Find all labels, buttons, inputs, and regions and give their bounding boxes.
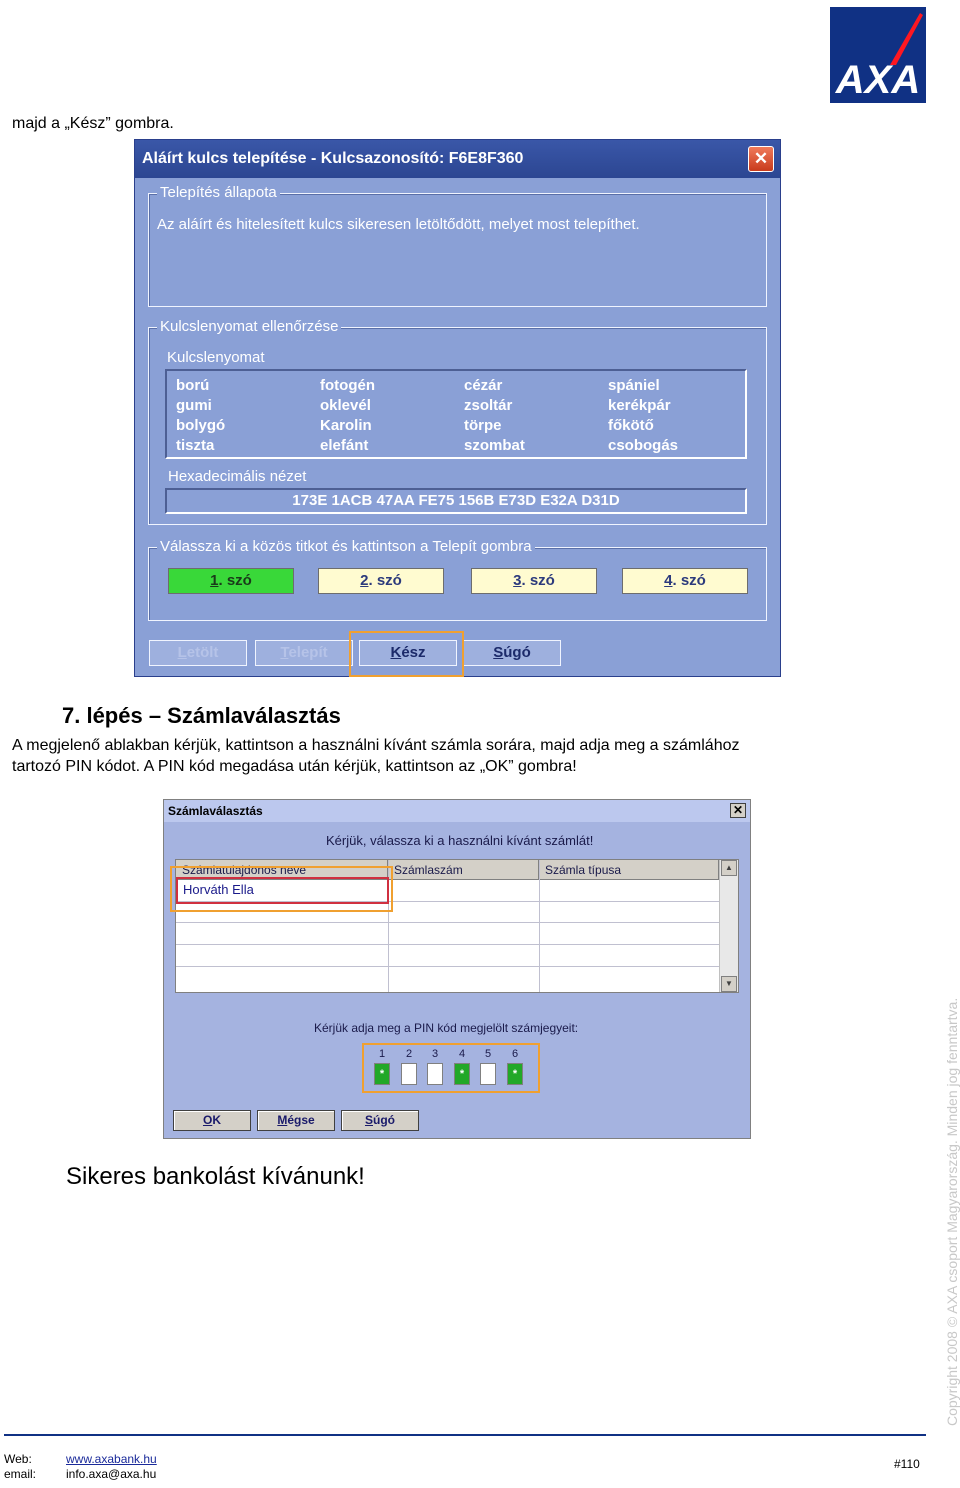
step-heading: 7. lépés – Számlaválasztás: [62, 703, 341, 728]
install-key-dialog: [134, 139, 781, 677]
highlight-frame: [362, 1043, 540, 1093]
accel-key: M: [277, 1113, 288, 1127]
word: zsoltár: [464, 397, 513, 414]
axa-logo: [830, 7, 926, 103]
cancel-button[interactable]: [257, 1110, 335, 1131]
button-label: ész: [401, 644, 426, 661]
status-message: Az aláírt és hitelesített kulcs sikeresen letöltődött, melyet most telepíthet.: [157, 216, 640, 233]
word: gumi: [176, 397, 212, 414]
email-label: email:: [4, 1467, 37, 1481]
logo-text: AXA: [835, 58, 921, 102]
row-divider: [176, 922, 719, 923]
pin-input[interactable]: *: [374, 1063, 390, 1085]
word-1-button[interactable]: [168, 568, 294, 594]
pin-input[interactable]: *: [507, 1063, 523, 1085]
web-link[interactable]: www.axabank.hu: [66, 1452, 157, 1466]
ok-button[interactable]: [173, 1110, 251, 1131]
group-label: Telepítés állapota: [157, 184, 280, 202]
scroll-up-icon[interactable]: ▲: [721, 860, 737, 876]
pin-input[interactable]: *: [454, 1063, 470, 1085]
closing-message: Sikeres bankolást kívánunk!: [66, 1163, 365, 1190]
group-label: Válassza ki a közös titkot és kattintson a Telepít gombra: [157, 538, 535, 556]
accel-key: 3: [513, 572, 522, 589]
dialog-title: Számlaválasztás: [164, 800, 750, 822]
pin-position: 5: [484, 1048, 492, 1060]
word: ború: [176, 377, 210, 394]
column-header[interactable]: Számlatulajdonos neve: [176, 860, 388, 880]
word: tiszta: [176, 437, 215, 454]
accel-key: T: [280, 644, 289, 661]
word: kerékpár: [608, 397, 671, 414]
instruction-line-1: A megjelenő ablakban kérjük, kattintson a használni kívánt számla sorára, majd adja meg a számlához: [12, 737, 740, 754]
dialog-title: Aláírt kulcs telepítése - Kulcsazonosító: F6E8F360: [135, 140, 780, 178]
install-button[interactable]: [255, 640, 353, 666]
pin-position: 6: [511, 1048, 519, 1060]
highlight-frame: [349, 631, 464, 677]
word: szombat: [464, 437, 525, 454]
scrollbar[interactable]: [719, 860, 738, 992]
hex-label: Hexadecimális nézet: [168, 468, 307, 485]
button-label: elepít: [288, 644, 328, 661]
button-label: K: [212, 1113, 221, 1127]
word: spániel: [608, 377, 660, 394]
selected-row-frame: [176, 877, 389, 904]
button-label: úgó: [373, 1113, 395, 1127]
scroll-down-icon[interactable]: ▼: [721, 976, 737, 992]
page-number: #110: [894, 1457, 920, 1471]
word: törpe: [464, 417, 502, 434]
accel-key: S: [364, 1113, 373, 1127]
accel-key: L: [177, 644, 187, 661]
button-label: etölt: [186, 644, 219, 661]
pin-position: 3: [431, 1048, 439, 1060]
help-button[interactable]: [341, 1110, 419, 1131]
fingerprint-label: Kulcslenyomat: [167, 349, 265, 366]
word: Karolin: [320, 417, 372, 434]
button-label: . szó: [218, 572, 252, 589]
table-row[interactable]: Horváth Ella: [183, 882, 254, 897]
word: főkötő: [608, 417, 654, 434]
footer-divider: [4, 1434, 926, 1436]
web-label: Web:: [4, 1452, 32, 1466]
copyright-notice: Copyright 2008 © AXA csoport Magyarország. Minden jog fenntartva.: [944, 997, 960, 1426]
button-label: . szó: [368, 572, 402, 589]
pin-prompt: Kérjük adja meg a PIN kód megjelölt számjegyeit:: [314, 1021, 579, 1035]
word-4-button[interactable]: [622, 568, 748, 594]
help-button[interactable]: [463, 640, 561, 666]
hex-value: 173E 1ACB 47AA FE75 156B E73D E32A D31D: [165, 488, 747, 514]
install-status-group: [148, 184, 767, 307]
word: elefánt: [320, 437, 369, 454]
account-prompt: Kérjük, válassza ki a használni kívánt számlát!: [326, 833, 594, 848]
pin-position: 4: [458, 1048, 466, 1060]
pin-position: 1: [378, 1048, 386, 1060]
intro-text: majd a „Kész” gombra.: [12, 115, 174, 132]
row-divider: [176, 966, 719, 967]
group-label: Kulcslenyomat ellenőrzése: [157, 318, 341, 336]
close-button[interactable]: ✕: [730, 803, 746, 818]
word-3-button[interactable]: [471, 568, 597, 594]
button-label: úgó: [503, 644, 531, 661]
pin-position: 2: [405, 1048, 413, 1060]
column-header[interactable]: Számlaszám: [388, 860, 539, 880]
instruction-line-2: tartozó PIN kódot. A PIN kód megadása után kérjük, kattintson az „OK” gombra!: [12, 758, 577, 775]
accel-key: O: [202, 1113, 213, 1127]
close-button[interactable]: ✕: [748, 146, 774, 172]
word: fotogén: [320, 377, 375, 394]
button-label: . szó: [521, 572, 555, 589]
accel-key: 2: [360, 572, 369, 589]
accel-key: S: [493, 644, 504, 661]
word: oklevél: [320, 397, 371, 414]
word: cézár: [464, 377, 503, 394]
word: bolygó: [176, 417, 226, 434]
column-divider: [539, 860, 540, 992]
row-divider: [176, 944, 719, 945]
column-header[interactable]: Számla típusa: [539, 860, 719, 880]
word-2-button[interactable]: [318, 568, 444, 594]
word: csobogás: [608, 437, 679, 454]
accel-key: K: [390, 644, 402, 661]
download-button[interactable]: [149, 640, 247, 666]
email-address: info.axa@axa.hu: [66, 1467, 157, 1481]
button-label: . szó: [672, 572, 706, 589]
accel-key: 1: [210, 572, 219, 589]
accel-key: 4: [664, 572, 673, 589]
button-label: égse: [287, 1113, 315, 1127]
